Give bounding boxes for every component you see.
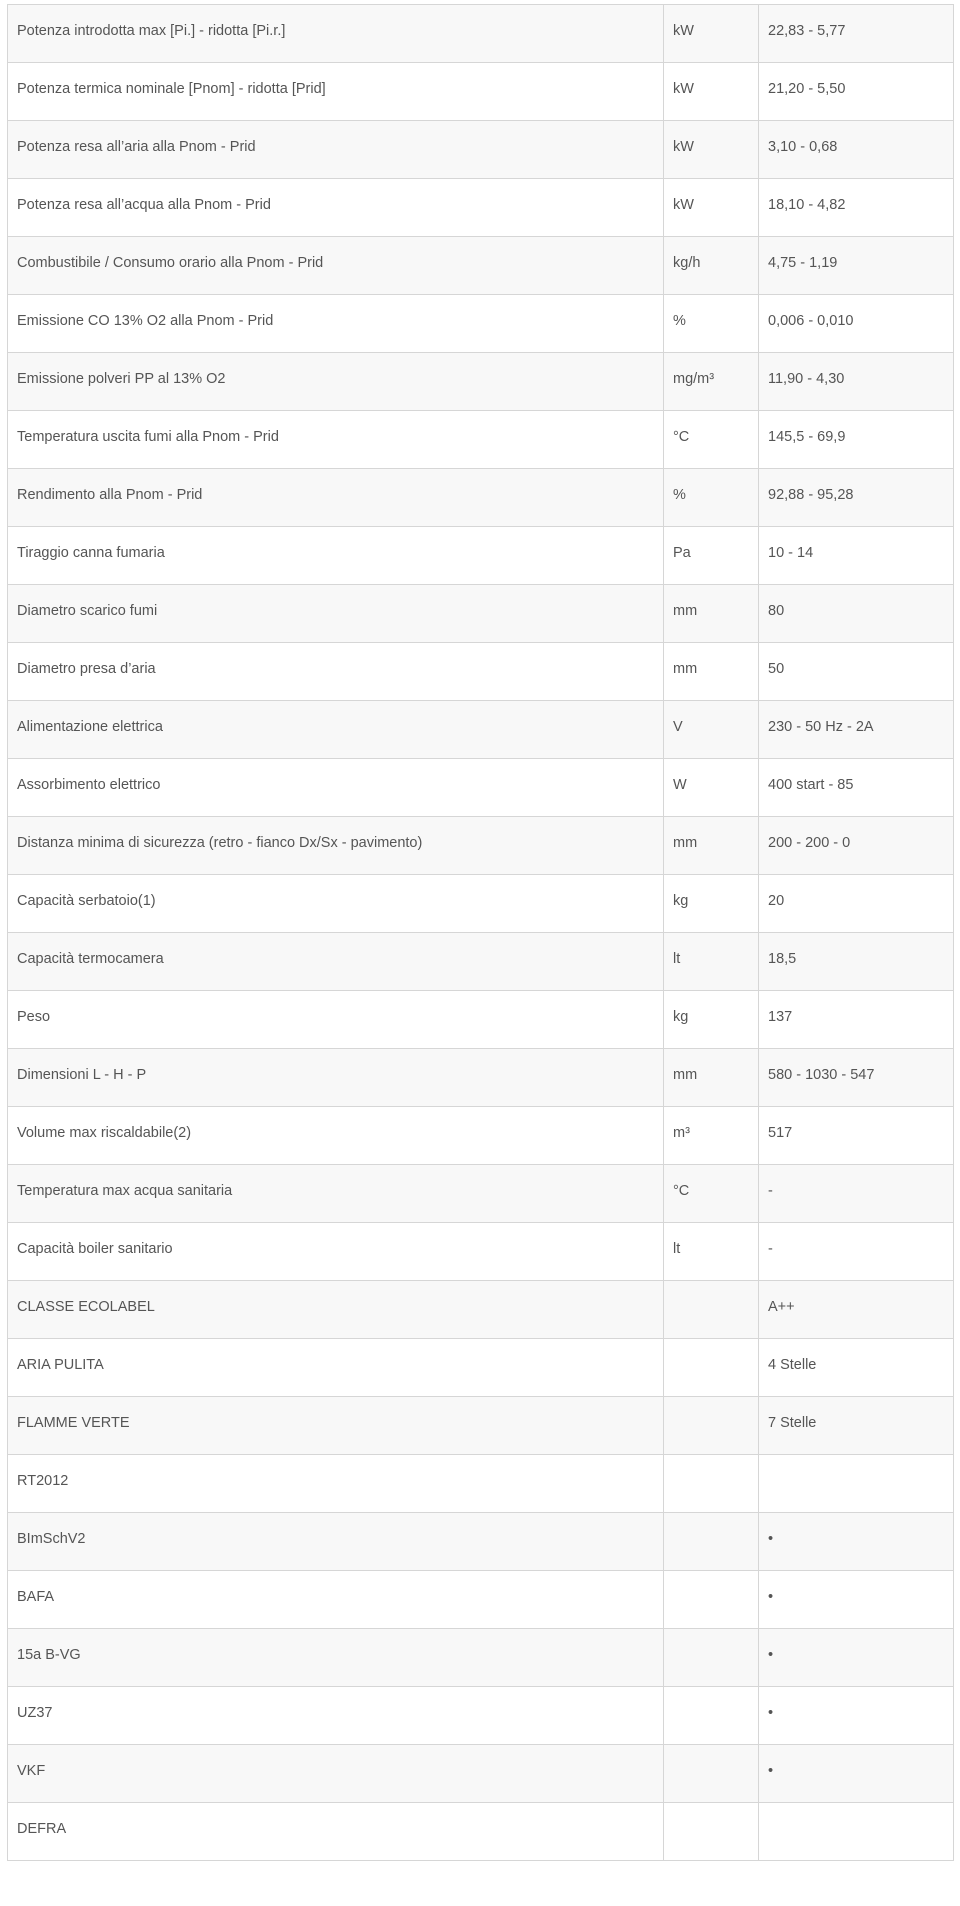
technical-specifications-table: [7, 4, 954, 1861]
spec-label-cell: Capacità termocamera: [8, 933, 664, 991]
table-row: [8, 1629, 954, 1687]
table-row: [8, 1455, 954, 1513]
spec-unit-cell: kg: [664, 991, 759, 1049]
spec-value-cell: 18,5: [759, 933, 954, 991]
spec-label-cell: BImSchV2: [8, 1513, 664, 1571]
spec-unit-cell: kg: [664, 875, 759, 933]
spec-value-cell: •: [759, 1687, 954, 1745]
table-row: [8, 1803, 954, 1861]
spec-value-cell: 21,20 - 5,50: [759, 63, 954, 121]
table-row: [8, 817, 954, 875]
table-row: [8, 1397, 954, 1455]
spec-label-cell: Potenza resa all’aria alla Pnom - Prid: [8, 121, 664, 179]
spec-unit-cell: %: [664, 469, 759, 527]
table-row: [8, 933, 954, 991]
table-row: [8, 411, 954, 469]
table-row: [8, 5, 954, 63]
spec-value-cell: 0,006 - 0,010: [759, 295, 954, 353]
spec-value-cell: 517: [759, 1107, 954, 1165]
spec-label-cell: Diametro scarico fumi: [8, 585, 664, 643]
spec-value-cell: 20: [759, 875, 954, 933]
spec-unit-cell: kW: [664, 63, 759, 121]
spec-label-cell: Emissione CO 13% O2 alla Pnom - Prid: [8, 295, 664, 353]
spec-unit-cell: kg/h: [664, 237, 759, 295]
spec-unit-cell: [664, 1281, 759, 1339]
spec-value-cell: [759, 1455, 954, 1513]
spec-label-cell: 15a B-VG: [8, 1629, 664, 1687]
spec-label-cell: Potenza introdotta max [Pi.] - ridotta [Pi.r.]: [8, 5, 664, 63]
spec-label-cell: Peso: [8, 991, 664, 1049]
spec-value-cell: -: [759, 1165, 954, 1223]
spec-label-cell: Volume max riscaldabile(2): [8, 1107, 664, 1165]
spec-label-cell: Dimensioni L - H - P: [8, 1049, 664, 1107]
spec-label-cell: CLASSE ECOLABEL: [8, 1281, 664, 1339]
spec-unit-cell: [664, 1397, 759, 1455]
spec-unit-cell: lt: [664, 1223, 759, 1281]
spec-value-cell: 18,10 - 4,82: [759, 179, 954, 237]
spec-value-cell: 4 Stelle: [759, 1339, 954, 1397]
spec-label-cell: Potenza termica nominale [Pnom] - ridotta [Prid]: [8, 63, 664, 121]
spec-label-cell: ARIA PULITA: [8, 1339, 664, 1397]
spec-value-cell: 50: [759, 643, 954, 701]
spec-unit-cell: °C: [664, 411, 759, 469]
spec-label-cell: Tiraggio canna fumaria: [8, 527, 664, 585]
spec-unit-cell: V: [664, 701, 759, 759]
table-row: [8, 1107, 954, 1165]
table-row: [8, 179, 954, 237]
table-row: [8, 1339, 954, 1397]
spec-label-cell: Alimentazione elettrica: [8, 701, 664, 759]
spec-unit-cell: kW: [664, 179, 759, 237]
spec-unit-cell: kW: [664, 5, 759, 63]
spec-label-cell: Combustibile / Consumo orario alla Pnom - Prid: [8, 237, 664, 295]
spec-unit-cell: [664, 1455, 759, 1513]
spec-value-cell: 92,88 - 95,28: [759, 469, 954, 527]
spec-unit-cell: W: [664, 759, 759, 817]
table-row: [8, 295, 954, 353]
spec-value-cell: 3,10 - 0,68: [759, 121, 954, 179]
spec-unit-cell: [664, 1687, 759, 1745]
spec-unit-cell: mg/m³: [664, 353, 759, 411]
spec-value-cell: 137: [759, 991, 954, 1049]
table-row: [8, 1165, 954, 1223]
spec-label-cell: Diametro presa d’aria: [8, 643, 664, 701]
table-row: [8, 759, 954, 817]
spec-label-cell: Capacità boiler sanitario: [8, 1223, 664, 1281]
spec-unit-cell: [664, 1745, 759, 1803]
table-row: [8, 527, 954, 585]
table-row: [8, 643, 954, 701]
table-row: [8, 1687, 954, 1745]
spec-value-cell: •: [759, 1629, 954, 1687]
table-row: [8, 1513, 954, 1571]
spec-value-cell: •: [759, 1571, 954, 1629]
spec-unit-cell: [664, 1803, 759, 1861]
spec-unit-cell: [664, 1571, 759, 1629]
spec-value-cell: 145,5 - 69,9: [759, 411, 954, 469]
spec-value-cell: 200 - 200 - 0: [759, 817, 954, 875]
spec-label-cell: Emissione polveri PP al 13% O2: [8, 353, 664, 411]
table-row: [8, 991, 954, 1049]
spec-value-cell: 230 - 50 Hz - 2A: [759, 701, 954, 759]
spec-value-cell: 4,75 - 1,19: [759, 237, 954, 295]
table-row: [8, 237, 954, 295]
spec-value-cell: •: [759, 1513, 954, 1571]
spec-label-cell: Rendimento alla Pnom - Prid: [8, 469, 664, 527]
table-row: [8, 1281, 954, 1339]
spec-unit-cell: mm: [664, 1049, 759, 1107]
spec-label-cell: DEFRA: [8, 1803, 664, 1861]
table-row: [8, 1571, 954, 1629]
spec-unit-cell: mm: [664, 817, 759, 875]
spec-unit-cell: %: [664, 295, 759, 353]
table-row: [8, 701, 954, 759]
table-row: [8, 63, 954, 121]
table-row: [8, 1223, 954, 1281]
spec-unit-cell: m³: [664, 1107, 759, 1165]
spec-unit-cell: lt: [664, 933, 759, 991]
spec-unit-cell: [664, 1339, 759, 1397]
spec-value-cell: 22,83 - 5,77: [759, 5, 954, 63]
spec-value-cell: 80: [759, 585, 954, 643]
spec-unit-cell: mm: [664, 585, 759, 643]
spec-label-cell: BAFA: [8, 1571, 664, 1629]
spec-label-cell: Capacità serbatoio(1): [8, 875, 664, 933]
table-row: [8, 1049, 954, 1107]
spec-label-cell: VKF: [8, 1745, 664, 1803]
spec-label-cell: UZ37: [8, 1687, 664, 1745]
spec-unit-cell: °C: [664, 1165, 759, 1223]
spec-value-cell: 11,90 - 4,30: [759, 353, 954, 411]
spec-unit-cell: Pa: [664, 527, 759, 585]
spec-value-cell: [759, 1803, 954, 1861]
spec-unit-cell: kW: [664, 121, 759, 179]
spec-value-cell: •: [759, 1745, 954, 1803]
spec-value-cell: -: [759, 1223, 954, 1281]
spec-label-cell: RT2012: [8, 1455, 664, 1513]
table-row: [8, 469, 954, 527]
spec-value-cell: A++: [759, 1281, 954, 1339]
spec-value-cell: 10 - 14: [759, 527, 954, 585]
table-row: [8, 1745, 954, 1803]
spec-value-cell: 7 Stelle: [759, 1397, 954, 1455]
spec-value-cell: 400 start - 85: [759, 759, 954, 817]
table-row: [8, 121, 954, 179]
spec-label-cell: Potenza resa all’acqua alla Pnom - Prid: [8, 179, 664, 237]
spec-unit-cell: [664, 1513, 759, 1571]
spec-label-cell: Temperatura max acqua sanitaria: [8, 1165, 664, 1223]
table-row: [8, 353, 954, 411]
spec-label-cell: FLAMME VERTE: [8, 1397, 664, 1455]
spec-unit-cell: mm: [664, 643, 759, 701]
spec-table-body: [8, 5, 954, 1861]
spec-value-cell: 580 - 1030 - 547: [759, 1049, 954, 1107]
table-row: [8, 585, 954, 643]
spec-label-cell: Distanza minima di sicurezza (retro - fianco Dx/Sx - pavimento): [8, 817, 664, 875]
spec-unit-cell: [664, 1629, 759, 1687]
table-row: [8, 875, 954, 933]
spec-label-cell: Temperatura uscita fumi alla Pnom - Prid: [8, 411, 664, 469]
spec-label-cell: Assorbimento elettrico: [8, 759, 664, 817]
